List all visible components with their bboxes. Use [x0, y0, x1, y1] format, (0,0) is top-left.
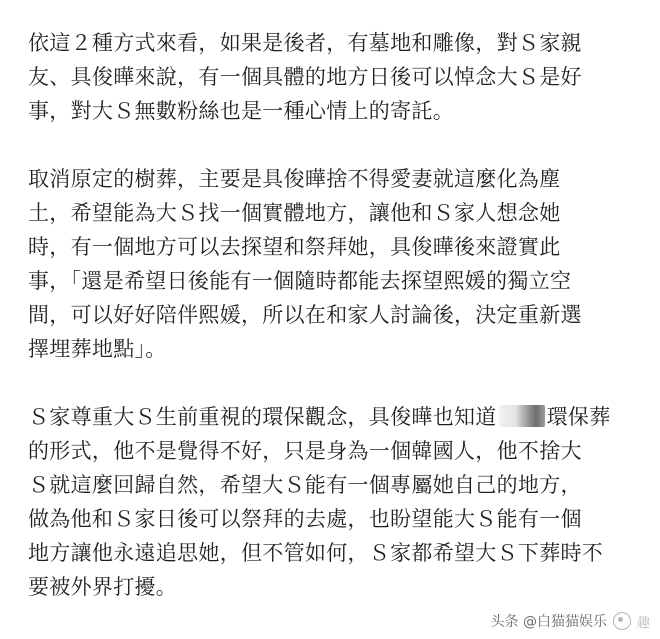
- watermark-faint-text: 趣: [636, 615, 650, 631]
- article-body: [28, 26, 636, 638]
- text-line: 事，對大Ｓ無數粉絲也是一種心情上的寄託。: [28, 99, 454, 123]
- text-line: 友、具俊曄來說，有一個具體的地方日後可以悼念大Ｓ是好: [28, 65, 582, 89]
- text-line: 擇埋葬地點」。: [28, 337, 167, 361]
- source-watermark: [491, 611, 650, 631]
- text-line: 要被外界打擾。: [28, 575, 178, 599]
- paragraph-1: [28, 26, 636, 128]
- text-line: 地方讓他永遠追思她，但不管如何，Ｓ家都希望大Ｓ下葬時不: [28, 541, 604, 565]
- text-line: 依這２種方式來看，如果是後者，有墓地和雕像，對Ｓ家親: [28, 31, 582, 55]
- text-segment: Ｓ家尊重大Ｓ生前重視的環保觀念，具俊曄也知道: [28, 405, 497, 429]
- text-line: 時，有一個地方可以去探望和祭拜她，具俊曄後來證實此: [28, 235, 561, 259]
- text-line-with-redaction: [28, 400, 636, 434]
- redaction-mark: [499, 405, 545, 427]
- text-segment: 環保葬: [546, 405, 611, 429]
- text-line: 事，「還是希望日後能有一個隨時都能去探望熙媛的獨立空: [28, 269, 572, 293]
- text-line: 的形式，他不是覺得不好，只是身為一個韓國人，他不捨大: [28, 439, 582, 463]
- text-line: Ｓ就這麼回歸自然，希望大Ｓ能有一個專屬她自己的地方，: [28, 473, 582, 497]
- weibo-logo-icon: [613, 612, 631, 630]
- text-line: 間，可以好好陪伴熙媛，所以在和家人討論後，決定重新選: [28, 303, 582, 327]
- text-line: 土，希望能為大Ｓ找一個實體地方，讓他和Ｓ家人想念她: [28, 201, 561, 225]
- text-line: 做為他和Ｓ家日後可以祭拜的去處，也盼望能大Ｓ能有一個: [28, 507, 582, 531]
- text-line: 取消原定的樹葬，主要是具俊曄捨不得愛妻就這麼化為塵: [28, 167, 561, 191]
- paragraph-2: [28, 162, 636, 366]
- watermark-text: 头条 @白猫猫娱乐: [490, 614, 607, 630]
- paragraph-3: [28, 400, 636, 604]
